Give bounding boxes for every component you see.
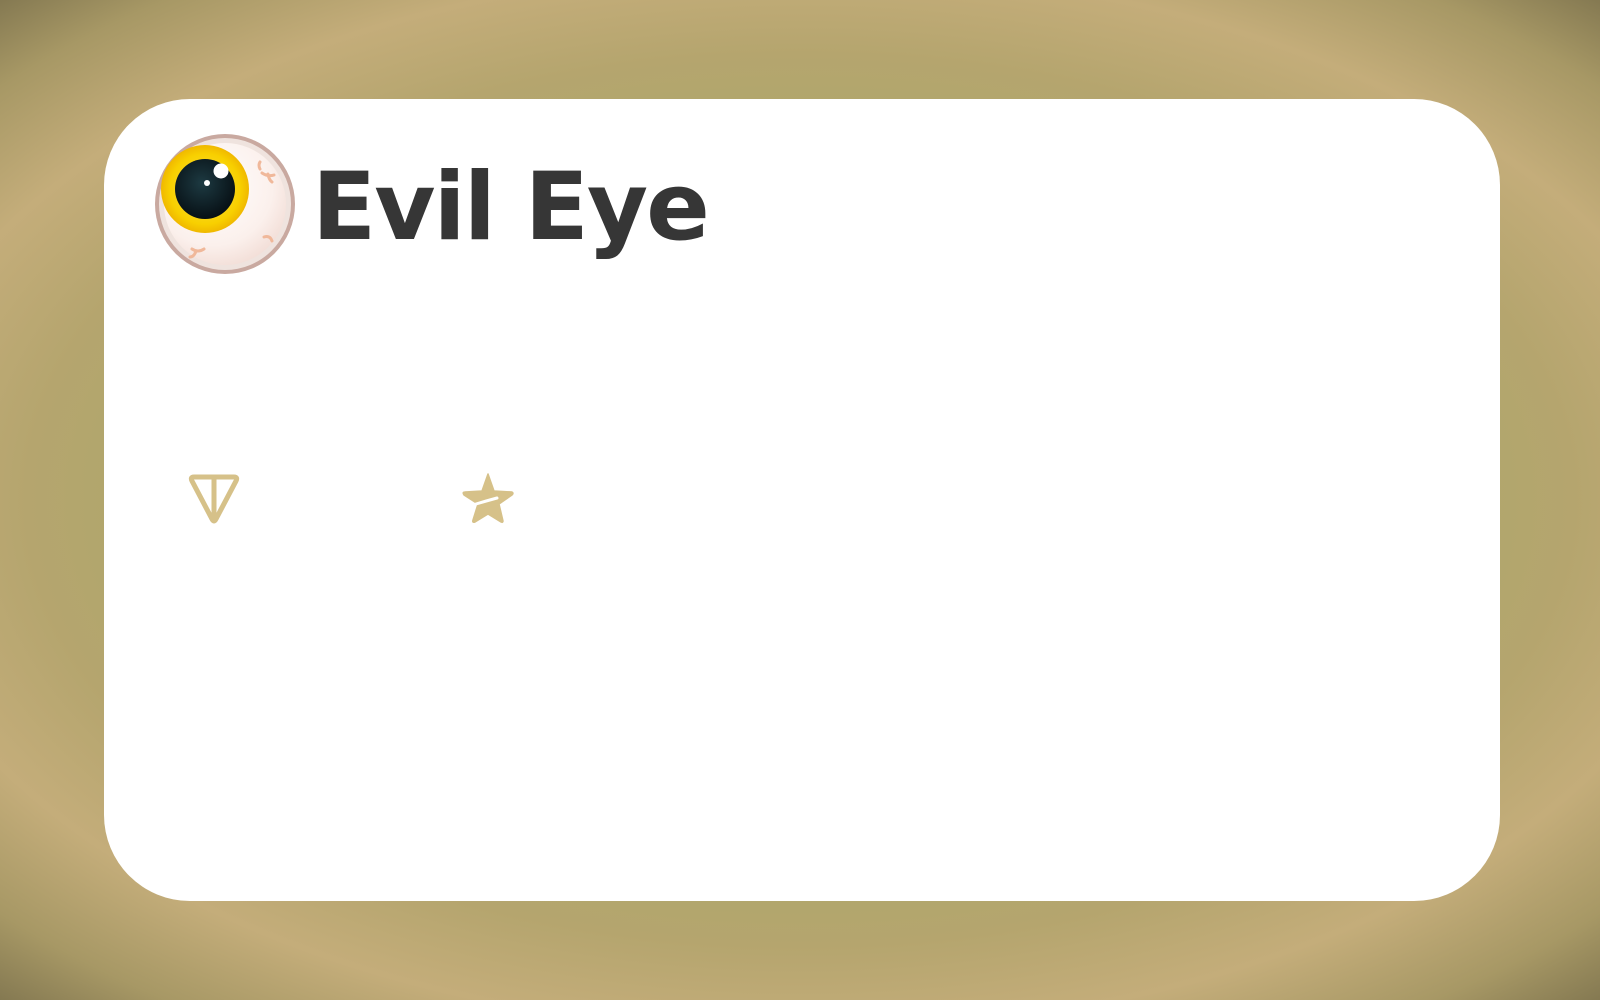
card-title: Evil Eye	[312, 153, 708, 262]
evil-eye-icon	[152, 131, 298, 277]
star-button[interactable]	[458, 469, 518, 529]
ton-button[interactable]	[184, 469, 244, 529]
ton-icon	[186, 471, 242, 527]
card-header	[152, 131, 708, 277]
star-icon	[460, 471, 516, 527]
profile-card	[104, 99, 1500, 901]
